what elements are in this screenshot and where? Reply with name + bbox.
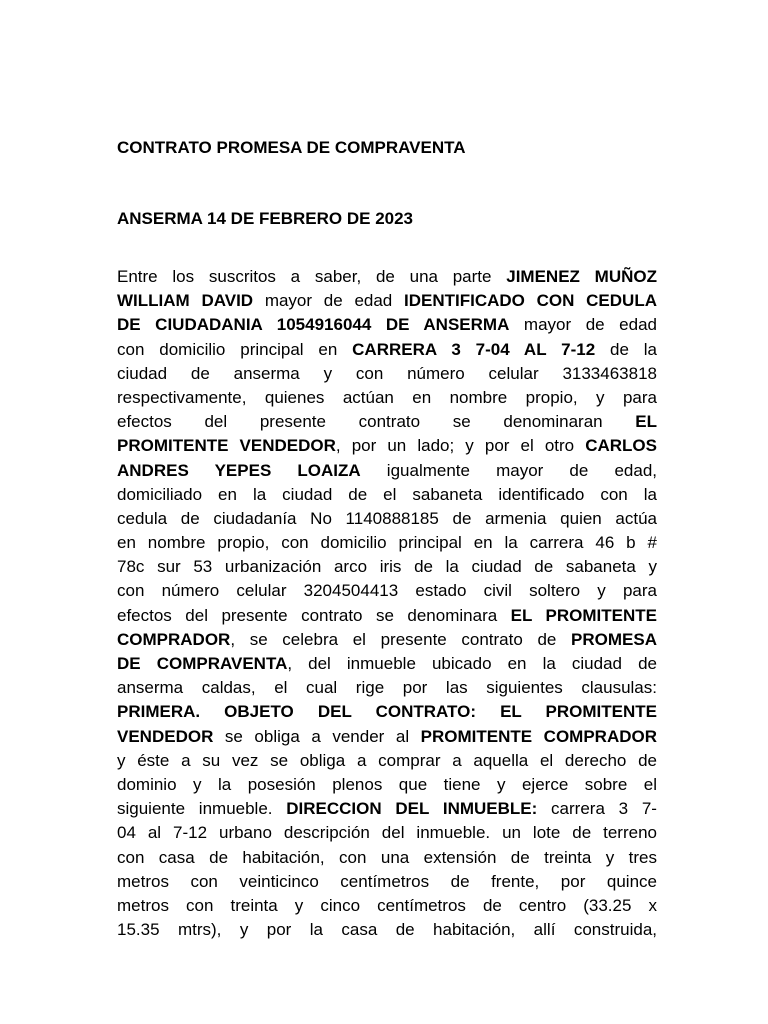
body-text-regular: , del inmueble ubicado en la ciudad de [287,654,657,673]
body-line [117,579,657,603]
body-line [117,531,657,555]
body-line [117,894,657,918]
body-line [117,870,657,894]
body-text-regular: domiciliado en la ciudad de el sabaneta identificado con la [117,484,657,504]
document-title: CONTRATO PROMESA DE COMPRAVENTA [117,138,466,157]
body-text-regular: con casa de habitación, con una extensión de treinta y tres [117,847,657,867]
body-line [117,628,657,652]
document-date-line: ANSERMA 14 DE FEBRERO DE 2023 [117,209,414,228]
body-line [117,410,657,434]
body-text-bold: CARLOS [585,436,657,456]
body-text-regular: efectos del presente contrato se denominara [117,605,511,625]
body-line [117,386,657,410]
body-line [117,797,657,821]
body-line [117,773,657,797]
body-text-regular: efectos del presente contrato se denominaran [117,412,636,432]
body-text-bold: DIRECCION DEL INMUEBLE: [286,799,538,819]
body-text-regular: mayor de edad [509,315,657,335]
body-text-regular: se obliga a vender al [213,726,421,746]
body-line [117,700,657,724]
body-text-regular: metros con treinta y cinco centímetros de centro (33.25 x [117,895,657,915]
body-line [117,749,657,773]
body-text-bold: VENDEDOR [117,726,214,746]
body-text-bold: PROMITENTE VENDEDOR [117,436,336,456]
body-text-bold: JIMENEZ MUÑOZ [506,267,657,286]
body-line [117,434,657,458]
body-line [117,821,657,845]
body-line [117,725,657,749]
body-text-regular: y éste a su vez se obliga a comprar a aquella el derecho de [117,750,657,770]
body-text-bold: CARRERA 3 7-04 AL 7-12 [352,339,596,359]
body-line [117,338,657,362]
body-text-regular: 78c sur 53 urbanización arco iris de la ciudad de sabaneta y [117,557,657,577]
body-text-regular: en nombre propio, con domicilio principal en la carrera 46 b # [117,533,657,553]
body-text-regular: 15.35 mtrs), y por la casa de habitación, allí construida, [117,920,657,940]
body-line [117,483,657,507]
body-text-regular: siguiente inmueble. [117,799,287,819]
body-line [117,289,657,313]
body-line [117,507,657,531]
body-line [117,652,657,676]
body-text-regular: carrera 3 7- [537,799,657,819]
body-line [117,265,657,289]
body-text-bold: EL [635,412,657,432]
body-line [117,555,657,579]
body-text-regular: , se celebra el presente contrato de [230,629,572,649]
contract-body [117,265,657,942]
body-text-bold: PRIMERA. OBJETO DEL CONTRATO: EL PROMITENTE [117,702,657,722]
body-text-bold: DE COMPRAVENTA [117,654,288,673]
body-text-regular: Entre los suscritos a saber, de una parte [117,267,507,286]
body-text-regular: con número celular 3204504413 estado civil soltero y para [117,581,657,601]
body-text-regular: de la [595,339,657,359]
body-text-bold: WILLIAM DAVID [117,291,254,311]
body-line [117,313,657,337]
body-text-regular: anserma caldas, el cual rige por las siguientes clausulas: [117,678,657,698]
body-text-regular: respectivamente, quienes actúan en nombre propio, y para [117,387,657,407]
body-text-regular: dominio y la posesión plenos que tiene y ejerce sobre el [117,774,657,794]
body-line [117,459,657,483]
body-line [117,362,657,386]
body-text-regular: ciudad de anserma y con número celular 3133463818 [117,363,657,383]
body-text-bold: IDENTIFICADO CON CEDULA [404,291,657,311]
body-text-regular: metros con veinticinco centímetros de frente, por quince [117,871,657,891]
body-line [117,604,657,628]
body-text-regular: mayor de edad [253,291,405,311]
body-text-bold: EL PROMITENTE [510,605,657,625]
body-text-bold: PROMESA [571,629,657,649]
body-text-regular: con domicilio principal en [117,339,353,359]
body-line [117,676,657,700]
body-line [117,846,657,870]
body-text-bold: ANDRES YEPES LOAIZA [117,460,361,480]
body-text-regular: igualmente mayor de edad, [360,460,657,480]
body-line [117,918,657,942]
body-text-bold: DE CIUDADANIA 1054916044 DE ANSERMA [117,315,510,335]
body-text-regular: 04 al 7-12 urbano descripción del inmueble. un lote de terreno [117,823,657,843]
body-text-regular: , por un lado; y por el otro [335,436,586,456]
body-text-bold: COMPRADOR [117,629,231,649]
body-text-regular: cedula de ciudadanía No 1140888185 de armenia quien actúa [117,508,657,528]
body-text-bold: PROMITENTE COMPRADOR [420,726,657,746]
